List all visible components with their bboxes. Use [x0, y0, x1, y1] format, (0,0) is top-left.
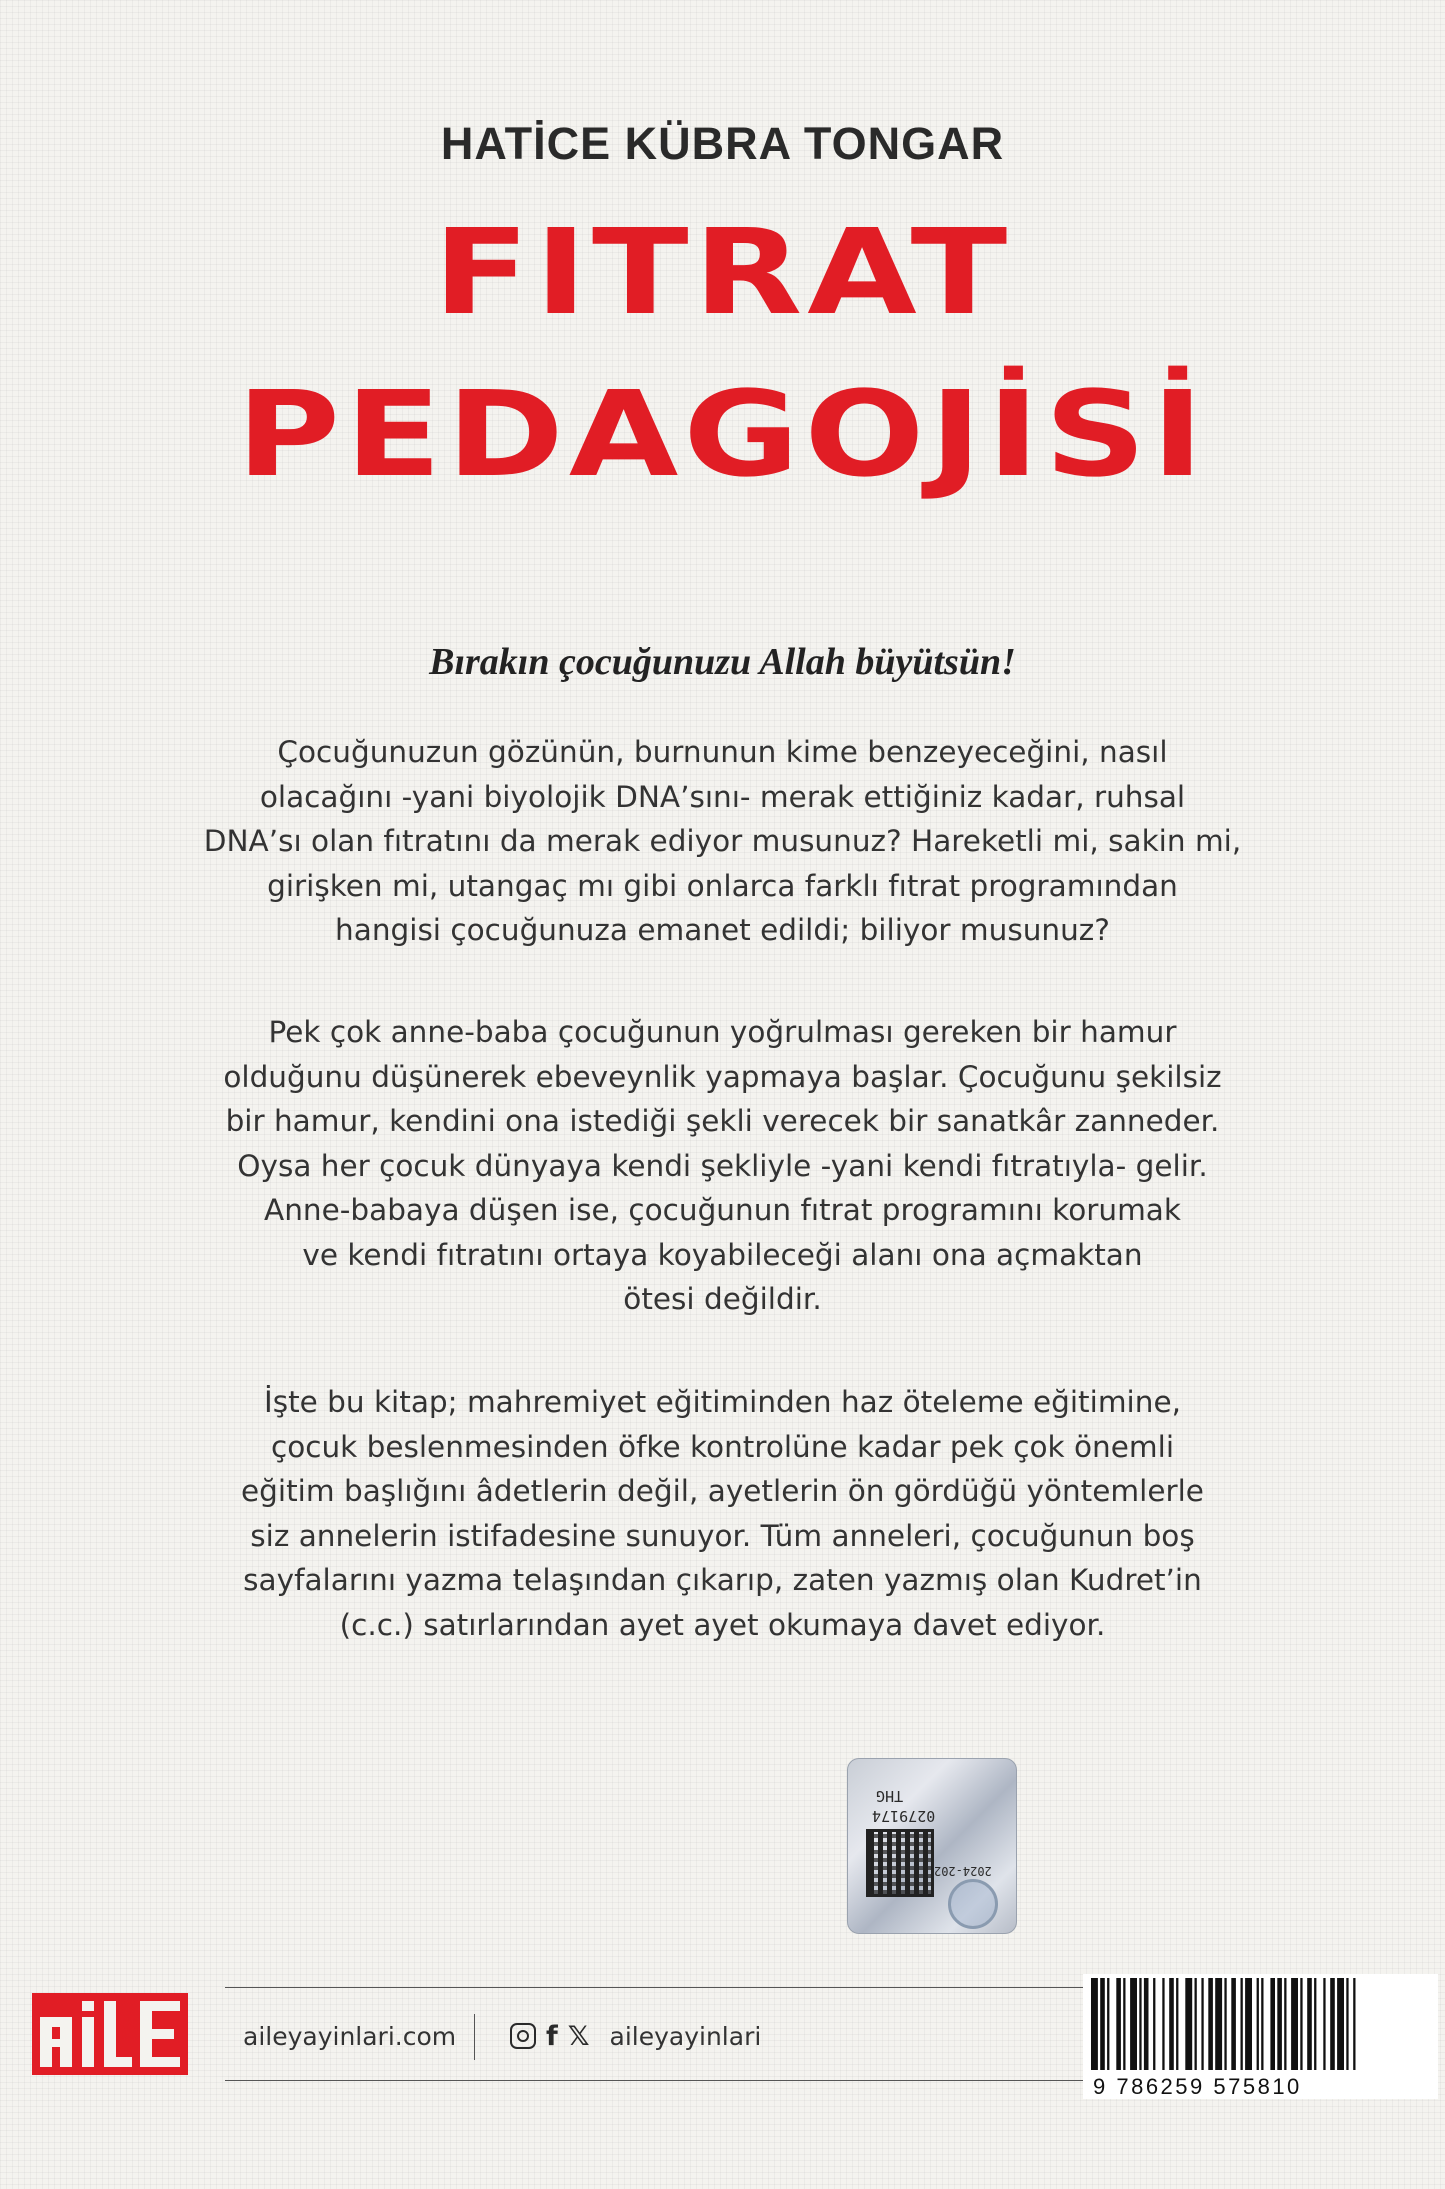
blurb-line: Anne-babaya düşen ise, çocuğunun fıtrat programını korumak	[264, 1193, 1181, 1227]
barcode-bar	[1195, 1978, 1197, 2070]
author-name: HATİCE KÜBRA TONGAR	[440, 118, 1005, 169]
barcode-bar	[1330, 1978, 1335, 2070]
book-title-line-1: FITRAT	[432, 203, 1013, 341]
blurb-line: eğitim başlığını âdetlerin değil, ayetlerin ön gördüğü yöntemlerle	[241, 1474, 1204, 1508]
qr-code-icon	[866, 1829, 934, 1897]
barcode-bar	[1215, 1978, 1222, 2070]
barcode-bar	[1270, 1978, 1275, 2070]
hologram-disc-icon	[948, 1879, 998, 1929]
x-icon[interactable]: 𝕏	[567, 2020, 590, 2052]
barcode-bar	[1162, 1978, 1164, 2070]
barcode-bar	[1300, 1978, 1302, 2070]
blurb-line: girişken mi, utangaç mı gibi onlarca farklı fıtrat programından	[267, 868, 1178, 903]
barcode-bar	[1107, 1978, 1109, 2070]
blurb-line: (c.c.) satırlarından ayet ayet okumaya davet ediyor.	[339, 1607, 1106, 1642]
blurb-line: çocuk beslenmesinden öfke kontrolüne kadar pek çok önemli	[270, 1429, 1175, 1464]
blurb-line: ve kendi fıtratını ortaya koyabileceği alanı ona açmaktan	[302, 1237, 1143, 1272]
blurb-line: olduğunu düşünerek ebeveynlik yapmaya başlar. Çocuğunu şekilsiz	[223, 1059, 1222, 1094]
barcode-bar	[1257, 1978, 1259, 2070]
social-handle[interactable]: aileyayinlari	[609, 2021, 762, 2051]
barcode-bar	[1307, 1978, 1312, 2070]
aile-logo-icon	[32, 1993, 188, 2075]
blurb-line: bir hamur, kendini ona istediği şekli verecek bir sanatkâr zanneder.	[225, 1104, 1220, 1138]
blurb-line: olacağını -yani biyolojik DNA’sını- merak ettiğiniz kadar, ruhsal	[259, 779, 1186, 814]
barcode-bar	[1353, 1978, 1355, 2070]
tagline: Bırakın çocuğunuzu Allah büyütsün!	[429, 641, 1016, 683]
barcode-bar	[1346, 1978, 1348, 2070]
barcode-bar	[1337, 1978, 1344, 2070]
footer-divider-top	[225, 1987, 1083, 1988]
security-hologram-sticker	[847, 1758, 1017, 1934]
barcode-bar	[1314, 1978, 1316, 2070]
barcode-bar	[1224, 1978, 1226, 2070]
instagram-icon[interactable]	[510, 2023, 536, 2049]
blurb-line: sayfalarını yazma telaşından çıkarıp, zaten yazmış olan Kudret’in	[243, 1563, 1202, 1597]
barcode-bar	[1139, 1978, 1141, 2070]
barcode-bar	[1231, 1978, 1236, 2070]
hologram-serial: 0279174	[872, 1807, 936, 1825]
social-media-row	[510, 2018, 761, 2054]
hologram-year: 2024-202	[934, 1864, 992, 1878]
footer-separator	[474, 2014, 475, 2060]
barcode-bar	[1100, 1978, 1105, 2070]
barcode-bar	[1091, 1978, 1098, 2070]
blurb-line: Çocuğunuzun gözünün, burnunun kime benzeyeceğini, nasıl	[277, 735, 1168, 769]
barcode-bars-icon	[1083, 1974, 1438, 2074]
blurb-paragraph-2	[140, 1010, 1305, 1322]
barcode-bar	[1245, 1978, 1252, 2070]
blurb-paragraph-1	[140, 730, 1305, 953]
barcode-bar	[1144, 1978, 1149, 2070]
barcode-bar	[1130, 1978, 1137, 2070]
blurb-line: İşte bu kitap; mahremiyet eğitiminden haz öteleme eğitimine,	[264, 1385, 1181, 1419]
publisher-logo	[32, 1993, 188, 2075]
isbn-barcode	[1083, 1974, 1438, 2099]
barcode-bar	[1169, 1978, 1174, 2070]
barcode-bar	[1116, 1978, 1121, 2070]
barcode-bar	[1201, 1978, 1203, 2070]
barcode-bar	[1277, 1978, 1282, 2070]
barcode-bar	[1284, 1978, 1286, 2070]
barcode-bar	[1176, 1978, 1178, 2070]
blurb-line: Pek çok anne-baba çocuğunun yoğrulması gereken bir hamur	[268, 1015, 1177, 1049]
barcode-bar	[1185, 1978, 1192, 2070]
barcode-bar	[1241, 1978, 1243, 2070]
blurb-line: ötesi değildir.	[623, 1282, 822, 1316]
facebook-icon[interactable]: f	[546, 2020, 558, 2052]
blurb-line: hangisi çocuğunuza emanet edildi; biliyor musunuz?	[335, 913, 1110, 947]
footer-divider-bottom	[225, 2080, 1083, 2081]
blurb-line: siz annelerin istifadesine sunuyor. Tüm anneleri, çocuğunun boş	[250, 1518, 1195, 1553]
blurb-paragraph-3	[140, 1380, 1305, 1647]
book-title-line-2: PEDAGOJİSİ	[236, 365, 1209, 503]
blurb-line: DNA’sı olan fıtratını da merak ediyor musunuz? Hareketli mi, sakin mi,	[203, 824, 1242, 858]
barcode-bar	[1291, 1978, 1298, 2070]
barcode-bar	[1208, 1978, 1213, 2070]
blurb-line: Oysa her çocuk dünyaya kendi şekliyle -yani kendi fıtratıyla- gelir.	[237, 1148, 1208, 1183]
barcode-bar	[1123, 1978, 1125, 2070]
publisher-website-link[interactable]: aileyayinlari.com	[243, 2022, 457, 2051]
isbn-number: 9 786259 575810	[1093, 2074, 1302, 2099]
barcode-bar	[1261, 1978, 1263, 2070]
hologram-code: THG	[876, 1787, 904, 1805]
barcode-bar	[1153, 1978, 1155, 2070]
barcode-bar	[1323, 1978, 1325, 2070]
